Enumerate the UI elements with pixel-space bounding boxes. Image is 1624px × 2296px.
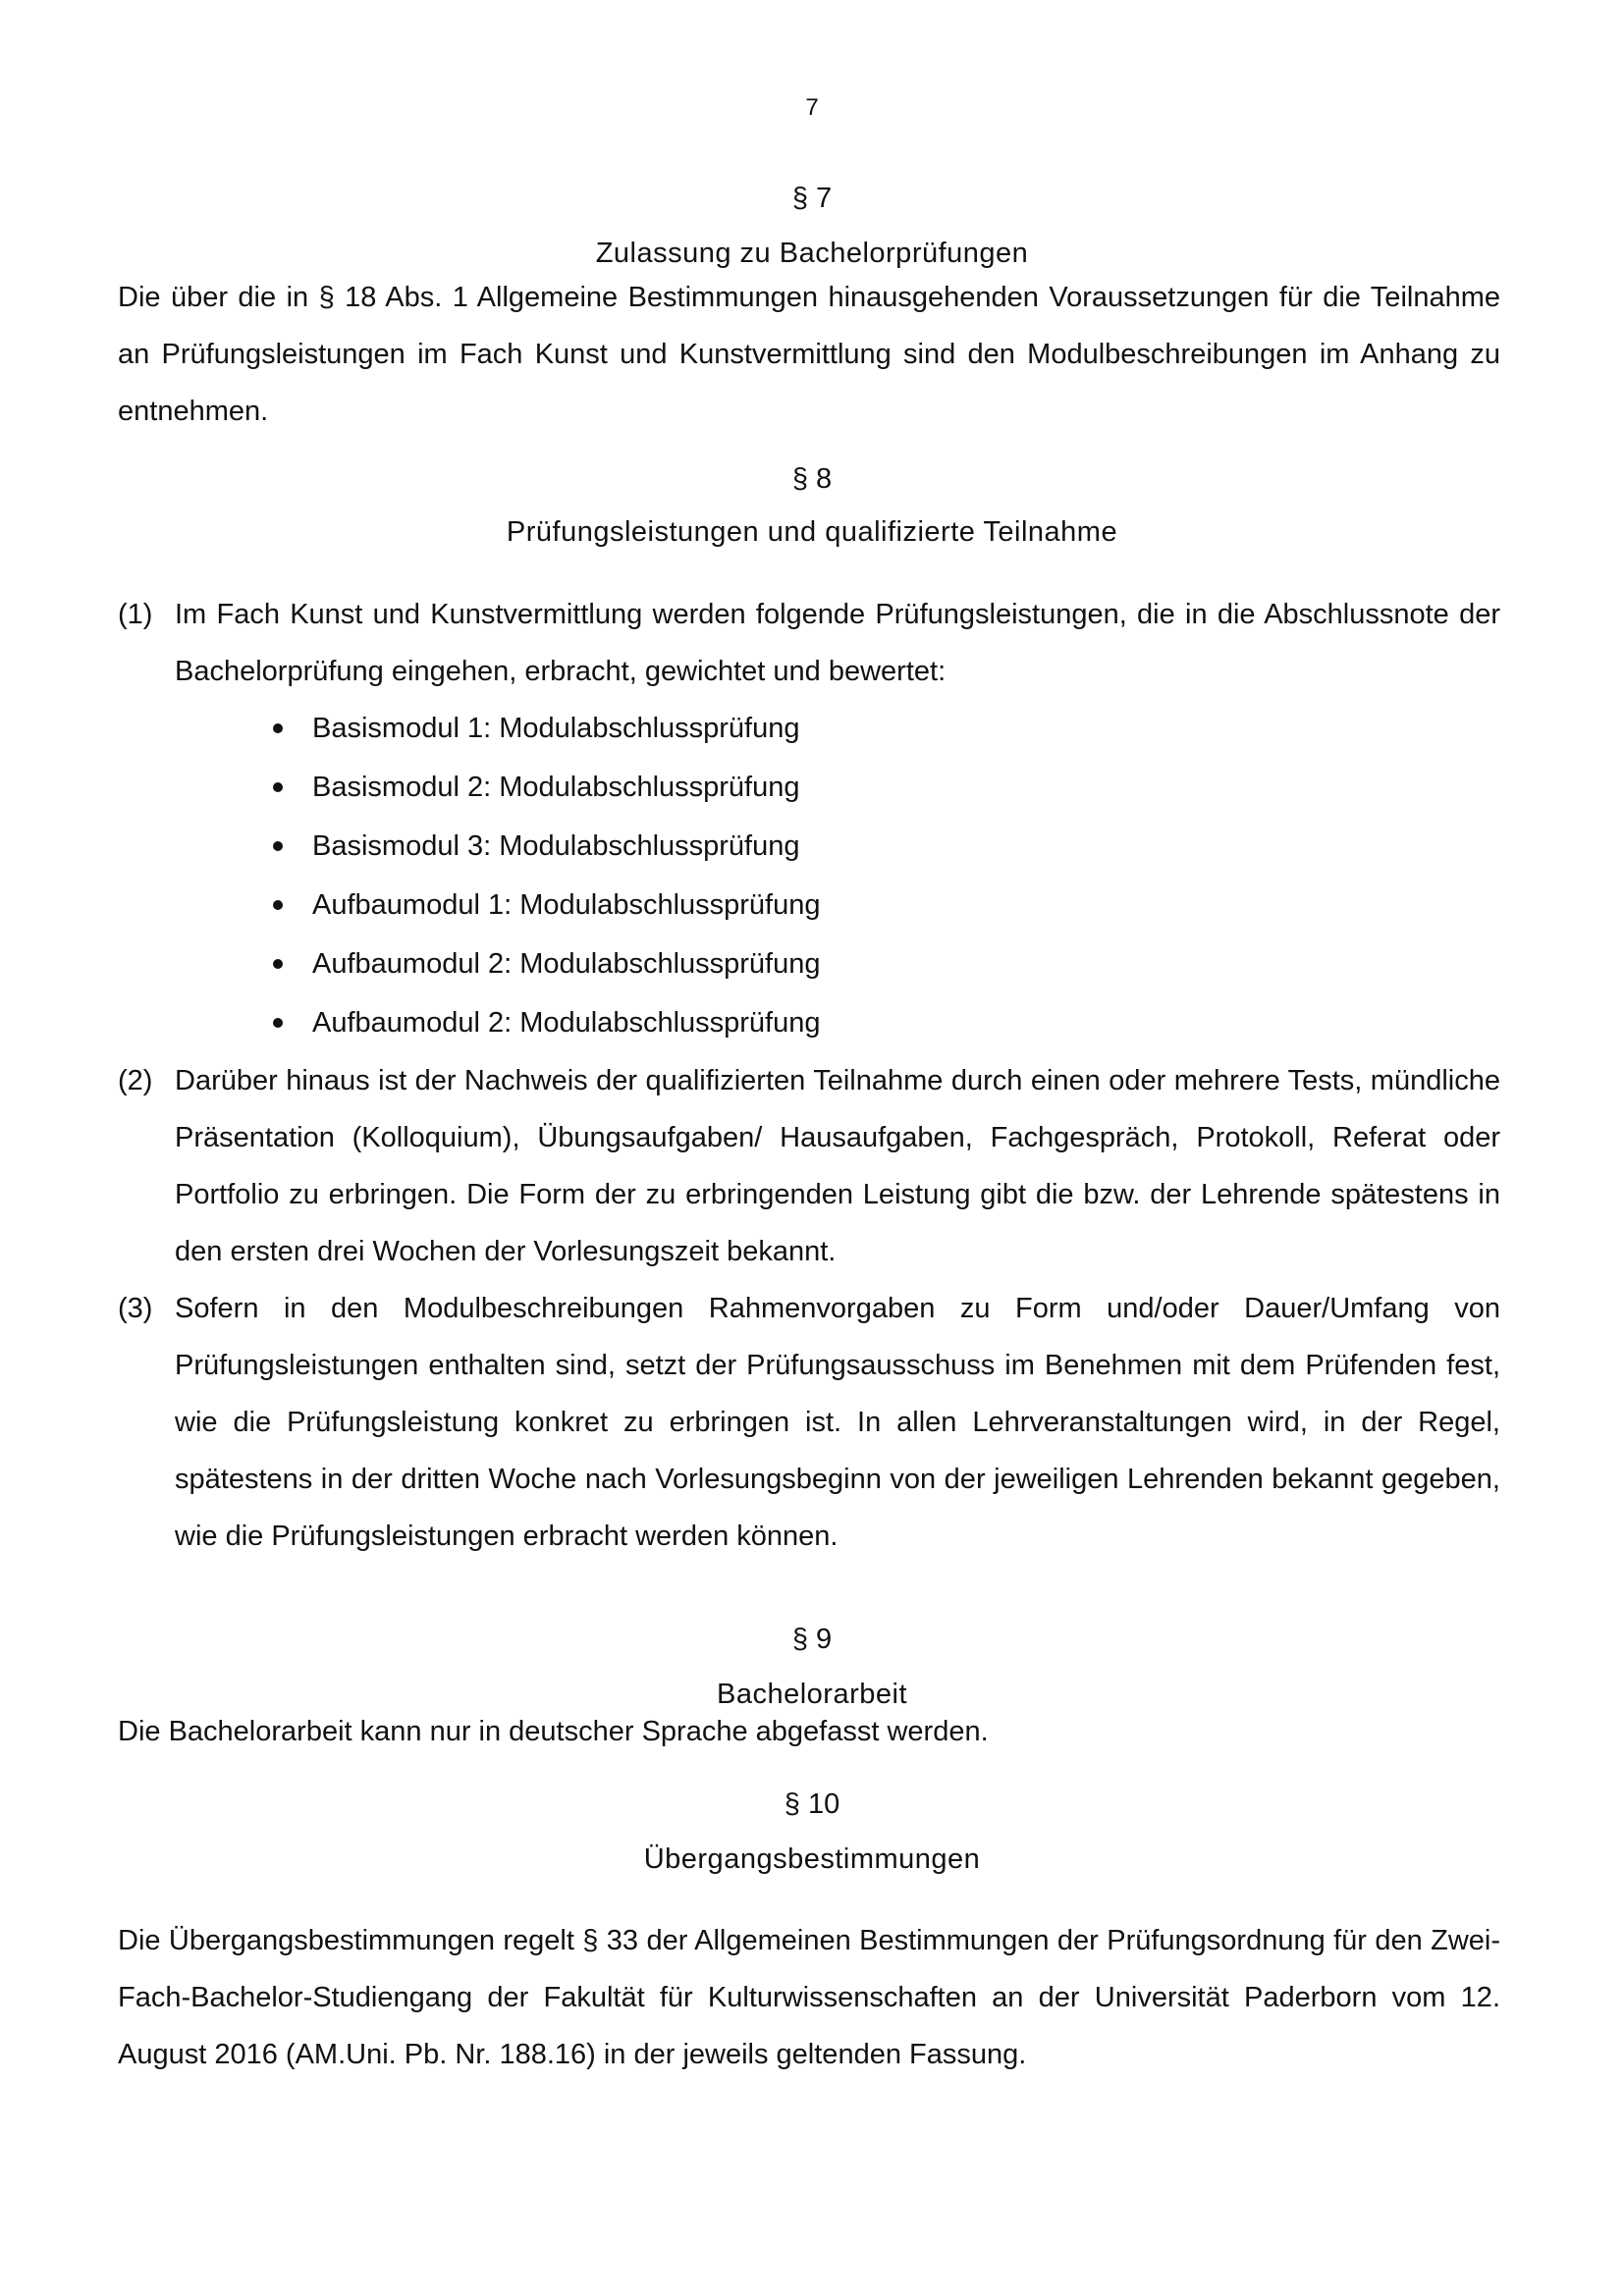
list-item-text: Aufbaumodul 2: Modulabschlussprüfung [312, 1007, 821, 1039]
list-item-text: Basismodul 1: Modulabschlussprüfung [312, 713, 800, 744]
item-text: Sofern in den Modulbeschreibungen Rahmenvorgaben zu Form und/oder Dauer/Umfang von Prüfungsleistungen enthalten sind, setzt der Prüfungsausschuss im Benehmen mit dem Prüfenden fest, wie die Prüfungsleistung konkret zu erbringen ist. In allen Lehrveranstaltungen wird, in der Regel, spätestens in der dritten Woche nach Vorlesungsbeginn von der jeweiligen Lehrenden bekannt gegeben, wie die Prüfungsleistungen erbracht werden können. [175, 1293, 1500, 1552]
page-number: 7 [805, 94, 819, 121]
section-10-paragraph: Die Übergangsbestimmungen regelt § 33 der Allgemeinen Bestimmungen der Prüfungsordnung für den Zwei-Fach-Bachelor-Studiengang der Fakultät für Kulturwissenschaften an der Universität Paderborn vom 12. August 2016 (AM.Uni. Pb. Nr. 188.16) in der jeweils geltenden Fassung. [118, 1925, 1500, 2070]
item-number: (2) [118, 1065, 153, 1096]
section-8-item-1 [118, 586, 1500, 700]
section-8-number: § 8 [791, 463, 833, 495]
item-number: (1) [118, 599, 153, 630]
list-item-text: Aufbaumodul 1: Modulabschlussprüfung [312, 889, 821, 921]
section-10-number: § 10 [784, 1789, 840, 1820]
bullet-icon [273, 841, 283, 851]
section-9-title: Bachelorarbeit [717, 1679, 907, 1710]
list-item-text: Basismodul 3: Modulabschlussprüfung [312, 830, 800, 862]
bullet-icon [273, 782, 283, 792]
section-7-paragraph: Die über die in § 18 Abs. 1 Allgemeine Bestimmungen hinausgehenden Voraussetzungen für die Teilnahme an Prüfungsleistungen im Fach Kunst und Kunstvermittlung sind den Modulbeschreibungen im Anhang zu entnehmen. [118, 282, 1500, 427]
section-8-item-2 [118, 1052, 1500, 1280]
exam-modules-list [265, 699, 821, 1052]
bullet-icon [273, 1018, 283, 1028]
section-7-title: Zulassung zu Bachelorprüfungen [595, 238, 1029, 269]
list-item [265, 934, 821, 993]
section-10-title: Übergangsbestimmungen [643, 1843, 981, 1875]
bullet-icon [273, 723, 283, 733]
bullet-icon [273, 959, 283, 969]
list-item [265, 876, 821, 934]
item-text: Darüber hinaus ist der Nachweis der qualifizierten Teilnahme durch einen oder mehrere Tests, mündliche Präsentation (Kolloquium), Übungsaufgaben/ Hausaufgaben, Fachgespräch, Protokoll, Referat oder Portfolio zu erbringen. Die Form der zu erbringenden Leistung gibt die bzw. der Lehrende spätestens in den ersten drei Wochen der Vorlesungszeit bekannt. [175, 1065, 1500, 1267]
list-item-text: Aufbaumodul 2: Modulabschlussprüfung [312, 948, 821, 980]
section-7-number: § 7 [791, 183, 833, 214]
section-8-title: Prüfungsleistungen und qualifizierte Teilnahme [506, 516, 1118, 548]
section-9-paragraph: Die Bachelorarbeit kann nur in deutscher Sprache abgefasst werden. [118, 1716, 989, 1747]
list-item [265, 699, 821, 758]
item-number: (3) [118, 1293, 153, 1324]
item-text: Im Fach Kunst und Kunstvermittlung werden folgende Prüfungsleistungen, die in die Abschlussnote der Bachelorprüfung eingehen, erbracht, gewichtet und bewertet: [175, 599, 1500, 687]
section-9-number: § 9 [791, 1624, 833, 1655]
list-item [265, 758, 821, 817]
list-item [265, 993, 821, 1052]
bullet-icon [273, 900, 283, 910]
list-item [265, 817, 821, 876]
section-8-item-3 [118, 1280, 1500, 1565]
list-item-text: Basismodul 2: Modulabschlussprüfung [312, 772, 800, 803]
